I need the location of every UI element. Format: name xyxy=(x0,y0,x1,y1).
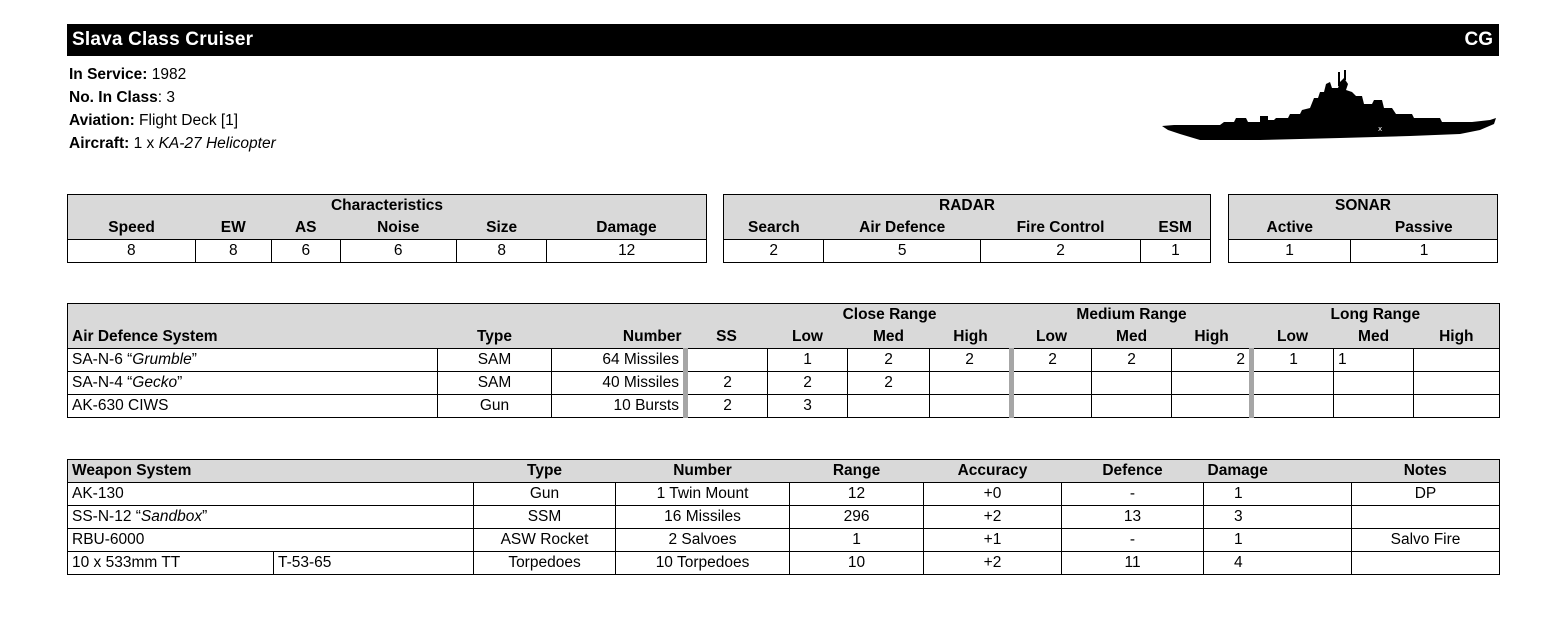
size-value: 8 xyxy=(456,240,546,263)
weapon-prefix: SS-N-12 “ xyxy=(72,508,141,525)
close-med-cell: 2 xyxy=(848,349,930,372)
number-cell: 40 Missiles xyxy=(552,372,686,395)
long-low-cell xyxy=(1252,372,1334,395)
col-header-weapon-system: Weapon System xyxy=(68,460,474,483)
col-header-search: Search xyxy=(724,217,824,240)
radar-title: RADAR xyxy=(724,195,1211,218)
no-in-class-label: No. In Class xyxy=(69,89,158,106)
aviation-value: Flight Deck [1] xyxy=(139,112,239,129)
speed-value: 8 xyxy=(68,240,196,263)
aviation-line xyxy=(69,109,276,132)
defence-cell: 13 xyxy=(1062,506,1204,529)
weapon-name-italic: Sandbox xyxy=(140,508,203,525)
range-cell: 10 xyxy=(790,552,924,575)
col-header-type: Type xyxy=(474,460,616,483)
in-service-value: 1982 xyxy=(151,66,187,83)
accuracy-cell: +2 xyxy=(924,506,1062,529)
number-cell: 64 Missiles xyxy=(552,349,686,372)
weapon-name-cell xyxy=(68,506,474,529)
type-cell: ASW Rocket xyxy=(474,529,616,552)
col-header-range: Range xyxy=(790,460,924,483)
system-prefix: SA-N-4 “ xyxy=(72,374,133,391)
title-bar xyxy=(67,24,1499,56)
system-name-cell xyxy=(68,395,438,418)
medium-high-cell xyxy=(1172,372,1252,395)
long-range-group-header: Long Range xyxy=(1252,304,1500,327)
col-header-ss: SS xyxy=(686,326,768,349)
type-cell: Torpedoes xyxy=(474,552,616,575)
notes-cell xyxy=(1352,552,1500,575)
in-service-label: In Service: xyxy=(69,66,148,83)
table-row xyxy=(68,349,1500,372)
defence-cell: - xyxy=(1062,483,1204,506)
col-header-close-low: Low xyxy=(768,326,848,349)
weapon-prefix: RBU-6000 xyxy=(72,531,145,548)
col-header-accuracy: Accuracy xyxy=(924,460,1062,483)
fire-control-value: 2 xyxy=(981,240,1141,263)
system-name-italic: Gecko xyxy=(132,374,178,391)
type-cell: SAM xyxy=(438,372,552,395)
weapon-subtype-cell: T-53-65 xyxy=(274,552,474,575)
type-cell: SSM xyxy=(474,506,616,529)
col-header-long-low: Low xyxy=(1252,326,1334,349)
medium-low-cell xyxy=(1012,395,1092,418)
long-med-cell xyxy=(1334,372,1414,395)
passive-value: 1 xyxy=(1351,240,1498,263)
system-prefix: SA-N-6 “ xyxy=(72,351,133,368)
col-header-close-med: Med xyxy=(848,326,930,349)
col-header-as: AS xyxy=(272,217,341,240)
damage-cell: 1 xyxy=(1204,483,1352,506)
damage-cell: 3 xyxy=(1204,506,1352,529)
weapon-system-table xyxy=(67,459,1500,575)
medium-high-cell: 2 xyxy=(1172,349,1252,372)
long-med-cell: 1 xyxy=(1334,349,1414,372)
accuracy-cell: +0 xyxy=(924,483,1062,506)
col-header-medium-low: Low xyxy=(1012,326,1092,349)
col-header-damage: Damage xyxy=(547,217,707,240)
ship-silhouette-image xyxy=(1160,68,1498,148)
ew-value: 8 xyxy=(195,240,271,263)
number-cell: 1 Twin Mount xyxy=(616,483,790,506)
ss-cell: 2 xyxy=(686,372,768,395)
damage-value: 12 xyxy=(547,240,707,263)
table-row xyxy=(68,506,1500,529)
weapon-suffix: ” xyxy=(202,508,208,525)
number-cell: 10 Bursts xyxy=(552,395,686,418)
sonar-table xyxy=(1228,194,1498,263)
table-row xyxy=(68,372,1500,395)
type-cell: Gun xyxy=(474,483,616,506)
in-service-line xyxy=(69,63,276,86)
medium-med-cell xyxy=(1092,372,1172,395)
damage-cell: 4 xyxy=(1204,552,1352,575)
no-in-class-value: : 3 xyxy=(157,89,175,106)
air-defence-group-spacer xyxy=(68,304,768,327)
search-value: 2 xyxy=(724,240,824,263)
long-high-cell xyxy=(1414,372,1500,395)
long-high-cell xyxy=(1414,395,1500,418)
col-header-number: Number xyxy=(552,326,686,349)
long-low-cell xyxy=(1252,395,1334,418)
as-value: 6 xyxy=(272,240,341,263)
accuracy-cell: +1 xyxy=(924,529,1062,552)
col-header-air-defence-system: Air Defence System xyxy=(68,326,438,349)
air-defence-value: 5 xyxy=(824,240,981,263)
close-low-cell: 3 xyxy=(768,395,848,418)
system-prefix: AK-630 CIWS xyxy=(72,397,169,414)
system-suffix: ” xyxy=(191,351,197,368)
number-cell: 16 Missiles xyxy=(616,506,790,529)
medium-low-cell xyxy=(1012,372,1092,395)
aircraft-count: 1 x xyxy=(133,135,159,152)
long-med-cell xyxy=(1334,395,1414,418)
table-row xyxy=(68,483,1500,506)
close-high-cell xyxy=(930,395,1012,418)
range-cell: 12 xyxy=(790,483,924,506)
close-high-cell xyxy=(930,372,1012,395)
sonar-title: SONAR xyxy=(1229,195,1498,218)
medium-range-group-header: Medium Range xyxy=(1012,304,1252,327)
characteristics-table xyxy=(67,194,707,263)
weapon-prefix: 10 x 533mm TT xyxy=(72,554,181,571)
radar-table xyxy=(723,194,1211,263)
col-header-long-med: Med xyxy=(1334,326,1414,349)
range-cell: 1 xyxy=(790,529,924,552)
aircraft-type: KA-27 Helicopter xyxy=(158,135,276,152)
page-title: Slava Class Cruiser xyxy=(72,29,254,50)
col-header-noise: Noise xyxy=(340,217,456,240)
weapon-name-cell xyxy=(68,529,474,552)
medium-high-cell xyxy=(1172,395,1252,418)
close-high-cell: 2 xyxy=(930,349,1012,372)
ss-cell xyxy=(686,349,768,372)
col-header-damage: Damage xyxy=(1204,460,1352,483)
col-header-notes: Notes xyxy=(1352,460,1500,483)
table-row xyxy=(68,395,1500,418)
range-cell: 296 xyxy=(790,506,924,529)
col-header-fire-control: Fire Control xyxy=(981,217,1141,240)
aircraft-line xyxy=(69,132,276,155)
system-suffix: ” xyxy=(177,374,183,391)
close-med-cell xyxy=(848,395,930,418)
weapon-name-cell xyxy=(68,552,274,575)
col-header-esm: ESM xyxy=(1140,217,1210,240)
close-low-cell: 2 xyxy=(768,372,848,395)
notes-cell: Salvo Fire xyxy=(1352,529,1500,552)
long-low-cell: 1 xyxy=(1252,349,1334,372)
weapon-name-cell xyxy=(68,483,474,506)
weapon-prefix: AK-130 xyxy=(72,485,124,502)
notes-cell xyxy=(1352,506,1500,529)
accuracy-cell: +2 xyxy=(924,552,1062,575)
system-name-cell xyxy=(68,349,438,372)
col-header-long-high: High xyxy=(1414,326,1500,349)
col-header-air-defence: Air Defence xyxy=(824,217,981,240)
number-cell: 10 Torpedoes xyxy=(616,552,790,575)
col-header-speed: Speed xyxy=(68,217,196,240)
col-header-close-high: High xyxy=(930,326,1012,349)
long-high-cell xyxy=(1414,349,1500,372)
aircraft-label: Aircraft: xyxy=(69,135,130,152)
number-cell: 2 Salvoes xyxy=(616,529,790,552)
medium-med-cell: 2 xyxy=(1092,349,1172,372)
svg-text:x: x xyxy=(1378,125,1383,133)
col-header-type: Type xyxy=(438,326,552,349)
noise-value: 6 xyxy=(340,240,456,263)
col-header-defence: Defence xyxy=(1062,460,1204,483)
type-cell: SAM xyxy=(438,349,552,372)
characteristics-title: Characteristics xyxy=(68,195,707,218)
system-name-cell xyxy=(68,372,438,395)
ship-info xyxy=(69,63,276,155)
col-header-medium-med: Med xyxy=(1092,326,1172,349)
damage-cell: 1 xyxy=(1204,529,1352,552)
type-cell: Gun xyxy=(438,395,552,418)
medium-low-cell: 2 xyxy=(1012,349,1092,372)
esm-value: 1 xyxy=(1140,240,1210,263)
defence-cell: - xyxy=(1062,529,1204,552)
medium-med-cell xyxy=(1092,395,1172,418)
air-defence-table xyxy=(67,303,1500,418)
close-med-cell: 2 xyxy=(848,372,930,395)
ss-cell: 2 xyxy=(686,395,768,418)
col-header-medium-high: High xyxy=(1172,326,1252,349)
col-header-number: Number xyxy=(616,460,790,483)
ship-type-code: CG xyxy=(1464,29,1493,50)
notes-cell: DP xyxy=(1352,483,1500,506)
close-low-cell: 1 xyxy=(768,349,848,372)
col-header-ew: EW xyxy=(195,217,271,240)
col-header-size: Size xyxy=(456,217,546,240)
defence-cell: 11 xyxy=(1062,552,1204,575)
active-value: 1 xyxy=(1229,240,1351,263)
close-range-group-header: Close Range xyxy=(768,304,1012,327)
aviation-label: Aviation: xyxy=(69,112,135,129)
table-row xyxy=(68,552,1500,575)
table-row xyxy=(68,529,1500,552)
col-header-active: Active xyxy=(1229,217,1351,240)
col-header-passive: Passive xyxy=(1351,217,1498,240)
system-name-italic: Grumble xyxy=(132,351,192,368)
no-in-class-line xyxy=(69,86,276,109)
